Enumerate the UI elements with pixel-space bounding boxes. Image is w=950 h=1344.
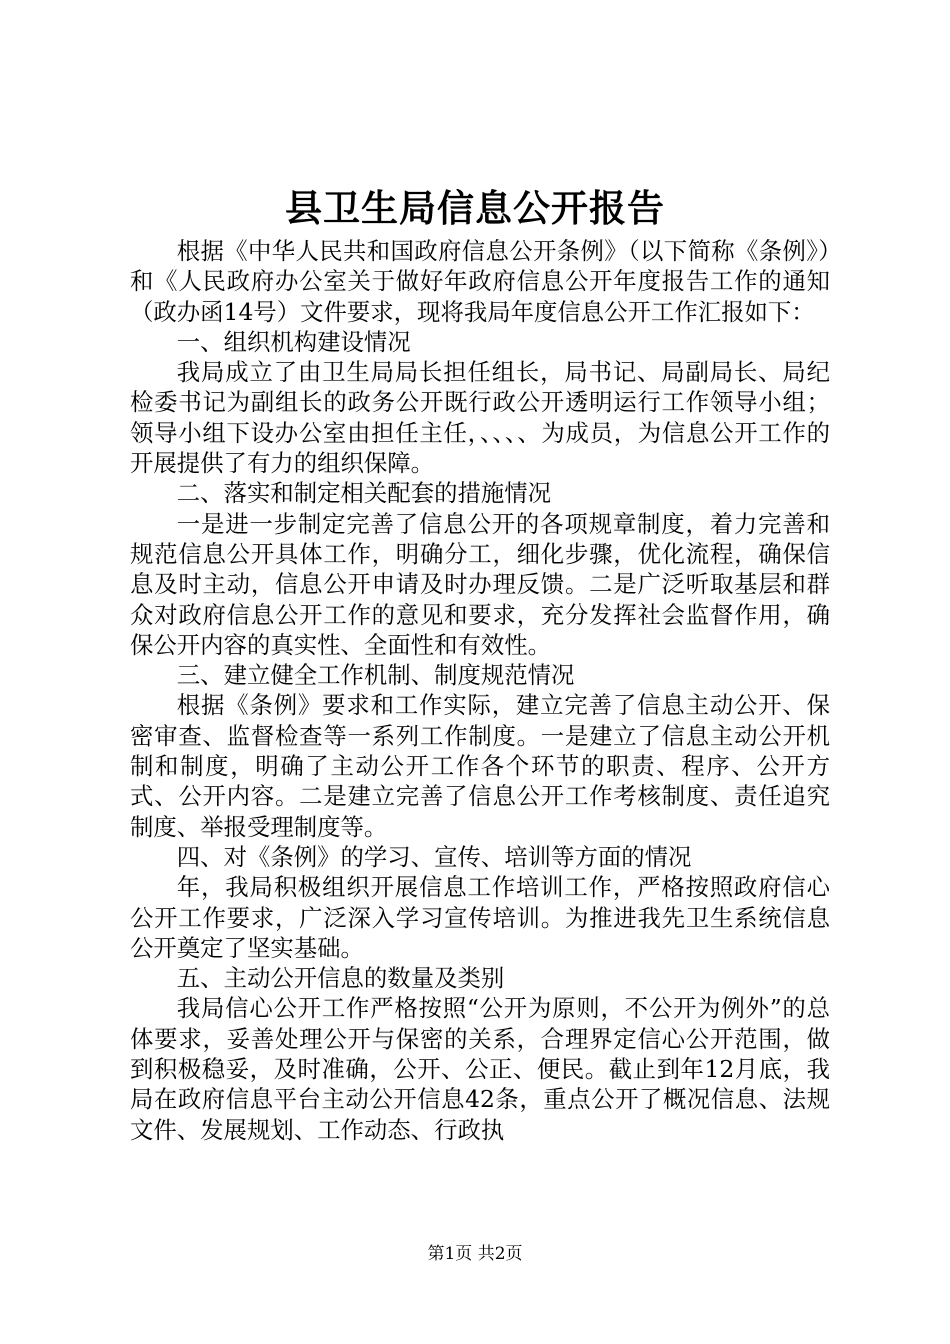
paragraph-section-4: 年，我局积极组织开展信息工作培训工作，严格按照政府信心公开工作要求，广泛深入学习宣传培训。为推进我先卫生系统信息公开奠定了坚实基础。 xyxy=(130,873,830,962)
section-heading-5: 五、主动公开信息的数量及类别 xyxy=(176,964,505,993)
paragraph-section-1: 我局成立了由卫生局局长担任组长，局书记、局副局长、局纪检委书记为副组长的政务公开既行政公开透明运行工作领导小组；领导小组下设办公室由担任主任，、、、、为成员，为信息公开工作的开展提供了有力的组织保障。 xyxy=(130,358,830,478)
paragraph-section-2: 一是进一步制定完善了信息公开的各项规章制度，着力完善和规范信息公开具体工作，明确分工，细化步骤，优化流程，确保信息及时主动，信息公开申请及时办理反馈。二是广泛听取基层和群众对政府信息公开工作的意见和要求，充分发挥社会监督作用，确保公开内容的真实性、全面性和有效性。 xyxy=(130,509,830,659)
document-title: 县卫生局信息公开报告 xyxy=(285,186,665,230)
section-heading-3: 三、建立健全工作机制、制度规范情况 xyxy=(176,661,575,690)
paragraph-section-3: 根据《条例》要求和工作实际，建立完善了信息主动公开、保密审查、监督检查等一系列工作制度。一是建立了信息主动公开机制和制度，明确了主动公开工作各个环节的职责、程序、公开方式、公开内容。二是建立完善了信息公开工作考核制度、责任追究制度、举报受理制度等。 xyxy=(130,691,830,841)
section-heading-4: 四、对《条例》的学习、宣传、培训等方面的情况 xyxy=(176,842,692,871)
page-footer: 第1页 共2页 xyxy=(427,1244,523,1264)
paragraph-section-5: 我局信心公开工作严格按照“公开为原则，不公开为例外”的总体要求，妥善处理公开与保密的关系，合理界定信心公开范围，做到积极稳妥，及时准确，公开、公正、便民。截止到年12月底，我局在政府信息平台主动公开信息42条，重点公开了概况信息、法规文件、发展规划、工作动态、行政执 xyxy=(130,994,830,1144)
paragraph-intro: 根据《中华人民共和国政府信息公开条例》（以下简称《条例》）和《人民政府办公室关于做好年政府信息公开年度报告工作的通知（政办函14号）文件要求，现将我局年度信息公开工作汇报如下： xyxy=(130,237,830,326)
document-body xyxy=(130,236,830,1145)
section-heading-1: 一、组织机构建设情况 xyxy=(176,327,411,356)
section-heading-2: 二、落实和制定相关配套的措施情况 xyxy=(176,479,552,508)
